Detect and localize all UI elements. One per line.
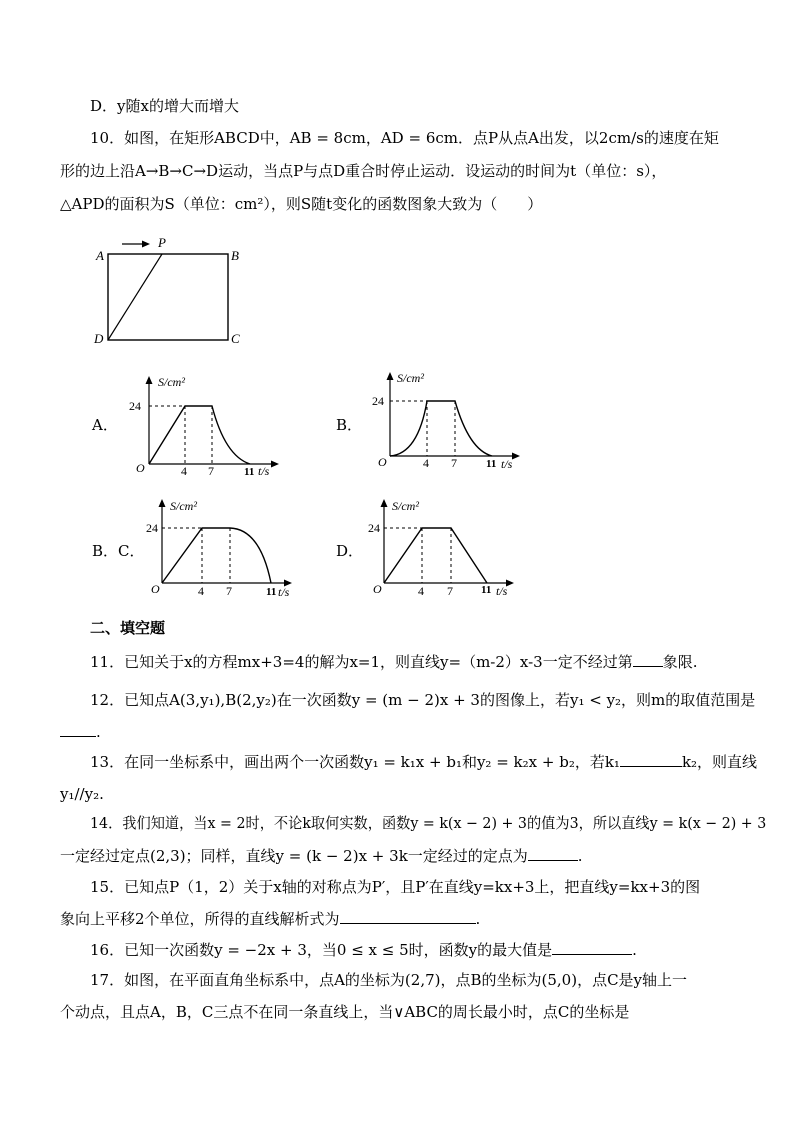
option-c-graph	[142, 495, 302, 600]
q14-tail: .	[577, 847, 583, 865]
q10-line3: △APD的面积为S（单位：cm²），则S随t变化的函数图象大致为（ ）	[60, 195, 543, 213]
option-a-xtick-11: 11	[244, 466, 255, 477]
option-a-ylabel: S/cm²	[158, 375, 185, 389]
option-a-graph	[125, 372, 285, 477]
option-b-ylabel: S/cm²	[397, 371, 424, 385]
option-a-label: A．	[92, 416, 118, 434]
option-d-xtick-7: 7	[447, 584, 453, 598]
q11-text: 11．已知关于x的方程mx+3=4的解为x=1，则直线y=（m-2）x-3一定不经过第	[90, 653, 633, 671]
option-c-curve	[162, 528, 271, 583]
q10-line1: 10．如图，在矩形ABCD中，AB = 8cm，AD = 6cm．点P从点A出发，以2cm/s的速度在矩	[90, 129, 719, 147]
q13-line1	[90, 752, 757, 772]
q12-blank	[60, 722, 96, 737]
option-d-ylabel: S/cm²	[392, 499, 419, 513]
option-a-xtick-7: 7	[208, 464, 214, 477]
point-p-label: P	[158, 235, 166, 250]
q12-tail: .	[96, 723, 101, 741]
q12-line1: 12．已知点A(3,y₁),B(2,y₂)在一次函数y = (m − 2)x + 3的图像上，若y₁ < y₂，则m的取值范围是	[90, 691, 756, 709]
option-a-xlabel: t/s	[258, 464, 270, 477]
option-d-curve	[384, 528, 487, 583]
q12-line2	[60, 722, 101, 742]
option-b-label: B．	[336, 416, 363, 434]
q15-text: 象向上平移2个单位，所得的直线解析式为	[60, 910, 340, 928]
vertex-b-label: B	[231, 248, 239, 263]
option-d-origin: O	[373, 582, 382, 596]
q16-tail: .	[632, 941, 637, 959]
q14-blank	[528, 846, 578, 861]
q16-blank	[552, 940, 632, 955]
option-c-ylabel: S/cm²	[170, 499, 197, 513]
q10-rectangle-figure	[90, 232, 250, 352]
q14-text: 一定经过定点(2,3)；同样，直线y = (k − 2)x + 3k一定经过的定点为	[60, 847, 528, 865]
q13-line2: y₁//y₂.	[60, 785, 104, 803]
q15-line2	[60, 909, 480, 929]
q11	[90, 652, 698, 672]
option-c-origin: O	[151, 582, 160, 596]
option-c-xtick-11: 11	[266, 586, 277, 598]
option-a-curve	[149, 406, 250, 464]
option-c-label: B．C．	[92, 542, 145, 560]
option-c-xlabel: t/s	[278, 585, 290, 599]
option-d-xtick-11: 11	[481, 584, 492, 596]
option-d-label: D．	[336, 542, 364, 560]
option-b-curve	[390, 401, 492, 456]
q13-tail: k₂，则直线	[681, 753, 758, 771]
q15-blank	[340, 909, 476, 924]
option-b-ytick: 24	[372, 394, 384, 408]
rectangle-abcd	[108, 254, 228, 340]
option-d-xlabel: t/s	[496, 584, 508, 598]
option-d-graph	[364, 495, 524, 600]
option-b-xtick-4: 4	[423, 456, 429, 470]
option-b-xtick-7: 7	[451, 456, 457, 470]
q11-blank	[633, 652, 663, 667]
option-b-xtick-11: 11	[486, 458, 497, 470]
q13-blank	[620, 752, 682, 767]
q16	[90, 940, 637, 960]
segment-dp	[108, 254, 162, 340]
q17-line2: 个动点，且点A，B，C三点不在同一条直线上，当∨ABC的周长最小时，点C的坐标是	[60, 1003, 630, 1021]
q16-text: 16．已知一次函数y = −2x + 3，当0 ≤ x ≤ 5时，函数y的最大值是	[90, 941, 553, 959]
option-b-xlabel: t/s	[501, 457, 513, 471]
vertex-d-label: D	[94, 331, 104, 346]
option-c-ytick: 24	[146, 521, 158, 535]
option-d-ytick: 24	[368, 521, 380, 535]
option-b-graph	[366, 368, 526, 473]
option-a-origin: O	[136, 461, 145, 475]
q15-line1: 15．已知点P（1，2）关于x轴的对称点为P′，且P′在直线y=kx+3上，把直线y=kx+3的图	[90, 878, 701, 896]
q10-line2: 形的边上沿A→B→C→D运动，当点P与点D重合时停止运动．设运动的时间为t（单位：s），	[60, 162, 667, 180]
q17-line1: 17．如图，在平面直角坐标系中，点A的坐标为(2,7)，点B的坐标为(5,0)，点C是y轴上一	[90, 971, 688, 989]
vertex-a-label: A	[96, 248, 104, 263]
option-b-origin: O	[378, 455, 387, 469]
q9-option-d: D．y随x的增大而增大	[90, 97, 239, 115]
q13-text: 13．在同一坐标系中，画出两个一次函数y₁ = k₁x + b₁和y₂ = k₂x + b₂，若k₁	[90, 753, 620, 771]
vertex-c-label: C	[231, 331, 240, 346]
direction-arrowhead	[142, 241, 150, 248]
option-a-ytick: 24	[129, 399, 141, 413]
q14-line2	[60, 846, 583, 866]
q14-line1: 14．我们知道，当x = 2时，不论k取何实数，函数y = k(x − 2) + 3的值为3，所以直线y = k(x − 2) + 3	[90, 814, 767, 832]
option-d-xtick-4: 4	[418, 584, 424, 598]
section-title: 二、填空题	[90, 619, 166, 637]
option-c-xtick-7: 7	[226, 584, 232, 598]
q11-tail: 象限.	[662, 653, 698, 671]
q15-tail: .	[475, 910, 481, 928]
option-c-xtick-4: 4	[198, 584, 204, 598]
option-a-xtick-4: 4	[181, 464, 187, 477]
